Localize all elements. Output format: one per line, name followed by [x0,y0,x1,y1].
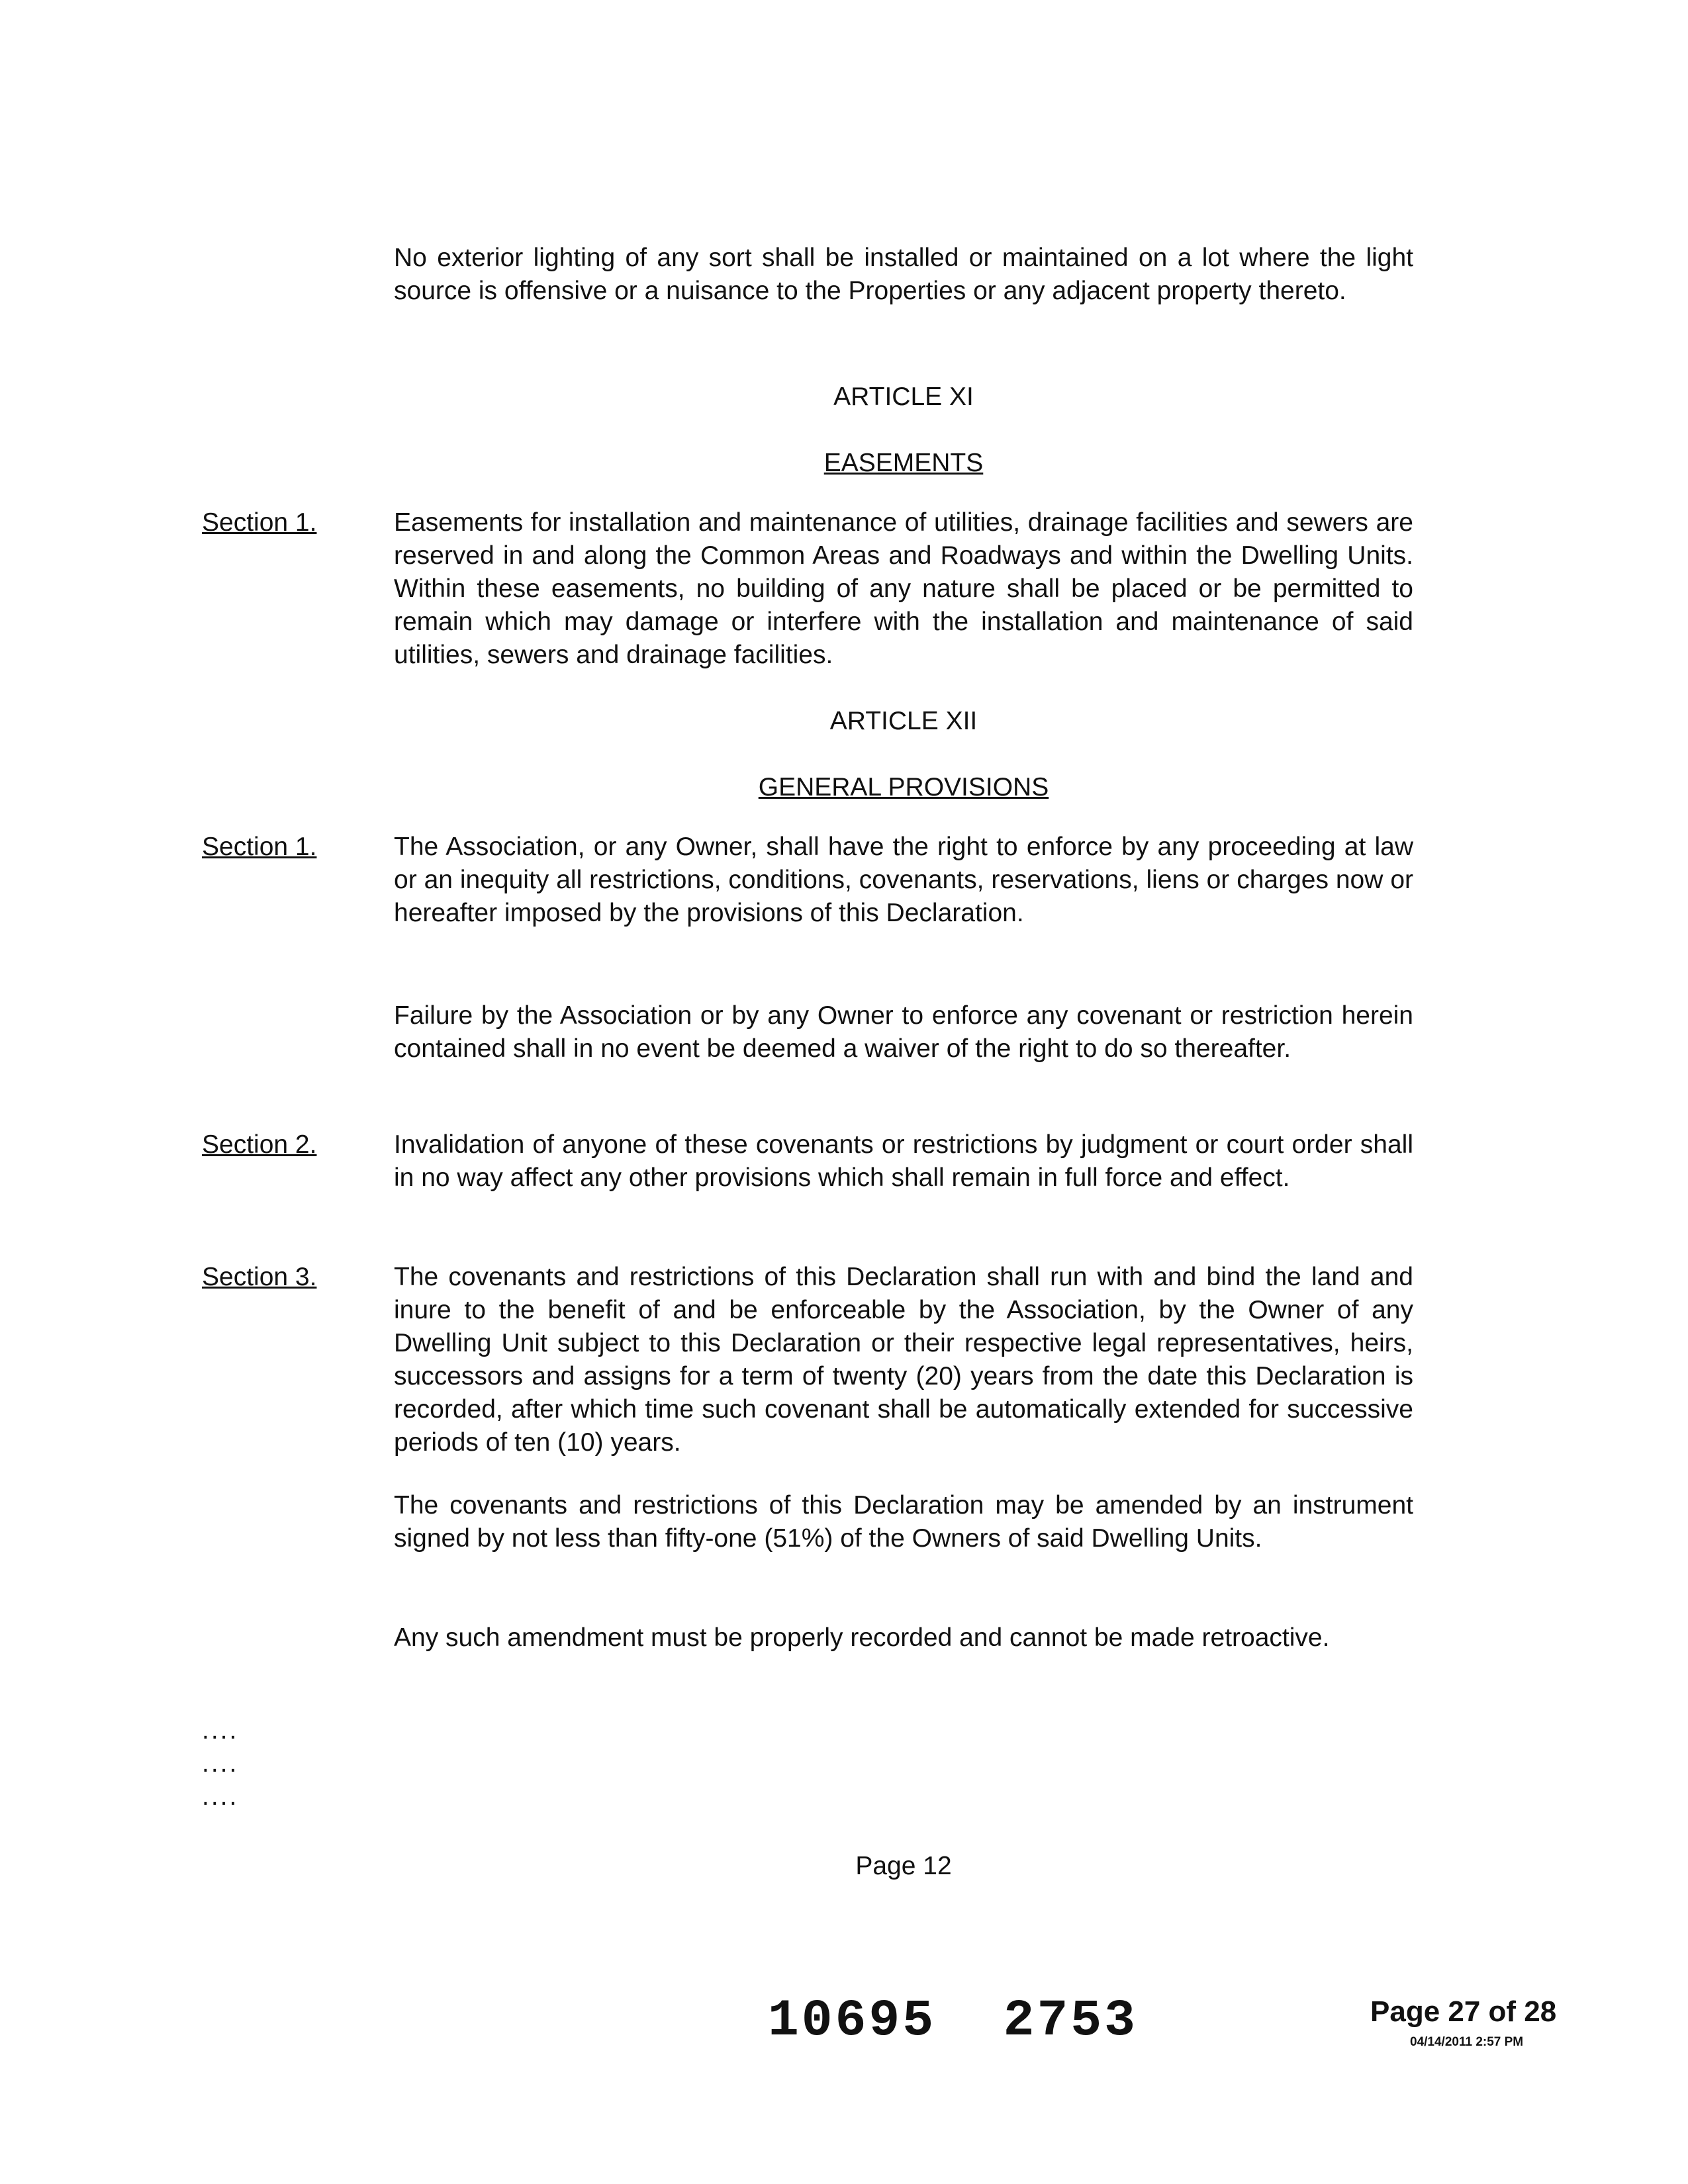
article-xii-section-1-text-2: Failure by the Association or by any Owner to enforce any covenant or restriction herein contained shall in no event be deemed a waiver of the right to do so thereafter. [394,1001,1413,1063]
article-xii-title [0,771,1688,804]
article-xii-section-2-text: Invalidation of anyone of these covenants or restrictions by judgment or court order shall in no way affect any other provisions which shall remain in full force and effect. [394,1130,1413,1192]
article-xii-section-3-text-2: The covenants and restrictions of this Declaration may be amended by an instrument signed by not less than fifty-one (51%) of the Owners of said Dwelling Units. [394,1491,1413,1553]
article-xii-section-3-text-3: Any such amendment must be properly recorded and cannot be made retroactive. [394,1623,1330,1652]
book-page-number: 10695 2753 [768,1992,1138,2050]
page-number: Page 12 [855,1852,952,1880]
ellipsis-marker: .... [202,1782,239,1811]
article-xii-section-3-label: Section 3. [202,1263,317,1291]
recorder-timestamp: 04/14/2011 2:57 PM [1410,2035,1524,2049]
article-xii-section-1-label: Section 1. [202,833,317,861]
article-xii-section-3-text: The covenants and restrictions of this Declaration shall run with and bind the land and inure to the benefit of and be enforceable by the Association, by the Owner of any Dwelling Unit subject to this Declaration or their respective legal representatives, heirs, successors and assigns for a term of twenty (20) years from the date this Declaration is recorded, after which time such covenant shall be automatically extended for successive periods of ten (10) years. [394,1263,1413,1457]
article-xi-section-1-text: Easements for installation and maintenance of utilities, drainage facilities and sewers are reserved in and along the Common Areas and Roadways and within the Dwelling Units. Within these easements, no building of any nature shall be placed or be permitted to remain which may damage or interfere with the installation and maintenance of said utilities, sewers and drainage facilities. [394,508,1413,669]
article-xi-title [0,447,1688,480]
article-xi-heading: ARTICLE XI [833,383,974,411]
article-xii-title-text: GENERAL PROVISIONS [758,773,1049,801]
ellipsis-marker: .... [202,1716,239,1745]
article-xi-section-1-label: Section 1. [202,508,317,537]
recorder-page-count: Page 27 of 28 [1370,1995,1557,2028]
article-xii-section-1-text: The Association, or any Owner, shall have the right to enforce by any proceeding at law or an inequity all restrictions, conditions, covenants, reservations, liens or charges now or hereafter imposed by the provisions of this Declaration. [394,833,1413,927]
article-xii-heading: ARTICLE XII [829,707,978,735]
ellipsis-marker: .... [202,1749,239,1778]
intro-paragraph: No exterior lighting of any sort shall be installed or maintained on a lot where the light source is offensive or a nuisance to the Properties or any adjacent property thereto. [394,244,1413,305]
article-xi-title-text: EASEMENTS [823,449,984,477]
article-xii-section-2-label: Section 2. [202,1130,317,1159]
